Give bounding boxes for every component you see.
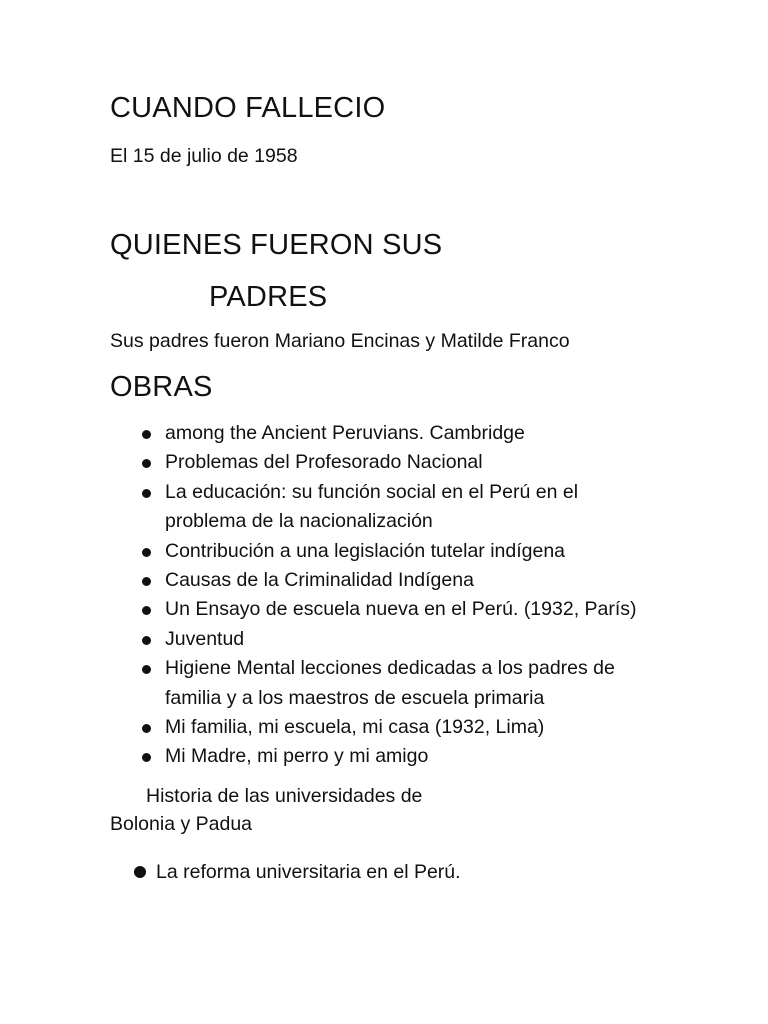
list-item-text: Contribución a una legislación tutelar indígena	[165, 539, 566, 562]
parents-heading-line1: QUIENES FUERON SUS	[110, 229, 443, 261]
list-item-text: La educación: su función social en el Perú en el	[165, 480, 579, 503]
list-item	[0, 448, 768, 477]
extra-text-line1: Historia de las universidades de	[146, 785, 423, 807]
list-item-text: Un Ensayo de escuela nueva en el Perú. (1932, París)	[165, 598, 637, 621]
list-item-text: Causas de la Criminalidad Indígena	[165, 569, 474, 592]
death-date: El 15 de julio de 1958	[110, 145, 298, 167]
list-item-text: Juventud	[165, 627, 245, 650]
bullet-icon	[142, 577, 151, 586]
bullet-icon	[142, 548, 151, 557]
list-item-text: problema de la nacionalización	[165, 510, 433, 533]
works-heading: OBRAS	[110, 371, 213, 403]
list-item	[0, 742, 768, 771]
list-item	[0, 654, 768, 713]
bullet-icon	[142, 724, 151, 733]
bullet-icon	[142, 753, 151, 762]
parents-text: Sus padres fueron Mariano Encinas y Matilde Franco	[110, 330, 570, 352]
bullet-icon	[142, 459, 151, 468]
extra-text-line2: Bolonia y Padua	[110, 813, 253, 835]
list-item-text: Problemas del Profesorado Nacional	[165, 451, 483, 474]
list-item-text: familia y a los maestros de escuela primaria	[165, 686, 545, 709]
list-item	[0, 713, 768, 742]
bullet-icon	[142, 665, 151, 674]
list-item	[0, 625, 768, 654]
list-item-text: among the Ancient Peruvians. Cambridge	[165, 422, 525, 444]
bullet-icon	[142, 636, 151, 645]
bullet-icon	[142, 489, 151, 498]
last-list-item: La reforma universitaria en el Perú.	[156, 861, 461, 883]
bullet-icon	[142, 430, 151, 439]
list-item	[0, 537, 768, 566]
list-item	[0, 478, 768, 537]
list-item-text: Mi familia, mi escuela, mi casa (1932, Lima)	[165, 716, 545, 739]
works-list	[0, 419, 768, 772]
parents-heading-line2: PADRES	[209, 281, 328, 313]
list-item-text: Higiene Mental lecciones dedicadas a los padres de	[165, 657, 615, 680]
list-item	[0, 595, 768, 624]
list-item-text: Mi Madre, mi perro y mi amigo	[165, 745, 429, 768]
death-heading: CUANDO FALLECIO	[110, 92, 386, 124]
list-item	[0, 566, 768, 595]
bullet-icon	[134, 866, 146, 878]
list-item	[0, 419, 768, 448]
bullet-icon	[142, 606, 151, 615]
